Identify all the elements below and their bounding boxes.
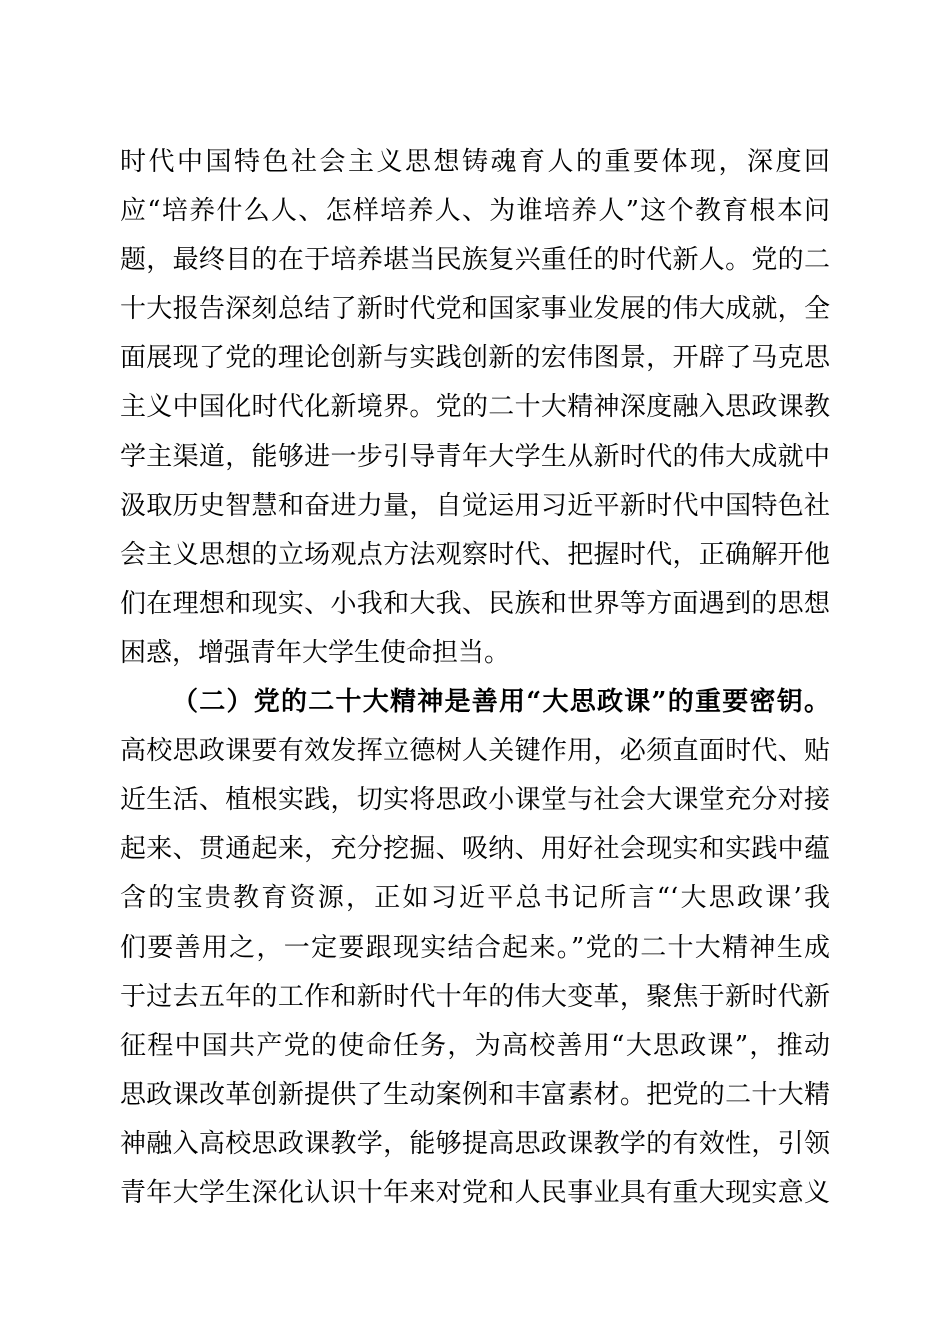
section-heading: （二）党的二十大精神是善用“大思政课”的重要密钥。: [172, 687, 830, 718]
text-line: 起来、贯通起来，充分挖掘、吸纳、用好社会现实和实践中蕴: [120, 834, 830, 865]
text-line: 思政课改革创新提供了生动案例和丰富素材。把党的二十大精: [120, 1079, 830, 1110]
text-line: 汲取历史智慧和奋进力量，自觉运用习近平新时代中国特色社: [120, 490, 830, 521]
text-line: 含的宝贵教育资源，正如习近平总书记所言“‘大思政课’我: [120, 883, 830, 914]
text-line: 面展现了党的理论创新与实践创新的宏伟图景，开辟了马克思: [120, 343, 830, 374]
text-line: 们要善用之，一定要跟现实结合起来。”党的二十大精神生成: [120, 932, 830, 963]
text-line: 青年大学生深化认识十年来对党和人民事业具有重大现实意义: [120, 1177, 830, 1208]
text-line: 于过去五年的工作和新时代十年的伟大变革，聚焦于新时代新: [120, 981, 830, 1012]
text-line: 学主渠道，能够进一步引导青年大学生从新时代的伟大成就中: [120, 441, 830, 472]
text-line: 近生活、植根实践，切实将思政小课堂与社会大课堂充分对接: [120, 785, 830, 816]
text-line: 应“培养什么人、怎样培养人、为谁培养人”这个教育根本问: [120, 196, 830, 227]
text-line: 十大报告深刻总结了新时代党和国家事业发展的伟大成就，全: [120, 294, 830, 325]
text-line: 神融入高校思政课教学，能够提高思政课教学的有效性，引领: [120, 1128, 830, 1159]
text-line: 征程中国共产党的使命任务，为高校善用“大思政课”，推动: [120, 1030, 830, 1061]
text-line: 主义中国化时代化新境界。党的二十大精神深度融入思政课教: [120, 392, 830, 423]
text-line: 时代中国特色社会主义思想铸魂育人的重要体现，深度回: [120, 147, 830, 177]
text-line: 题，最终目的在于培养堪当民族复兴重任的时代新人。党的二: [120, 245, 830, 276]
text-line-paragraph-end: 困惑，增强青年大学生使命担当。: [120, 637, 511, 668]
text-line: 高校思政课要有效发挥立德树人关键作用，必须直面时代、贴: [120, 736, 830, 767]
document-body: [120, 138, 830, 1218]
text-line: 们在理想和现实、小我和大我、民族和世界等方面遇到的思想: [120, 588, 830, 619]
text-line: 会主义思想的立场观点方法观察时代、把握时代，正确解开他: [120, 539, 830, 570]
